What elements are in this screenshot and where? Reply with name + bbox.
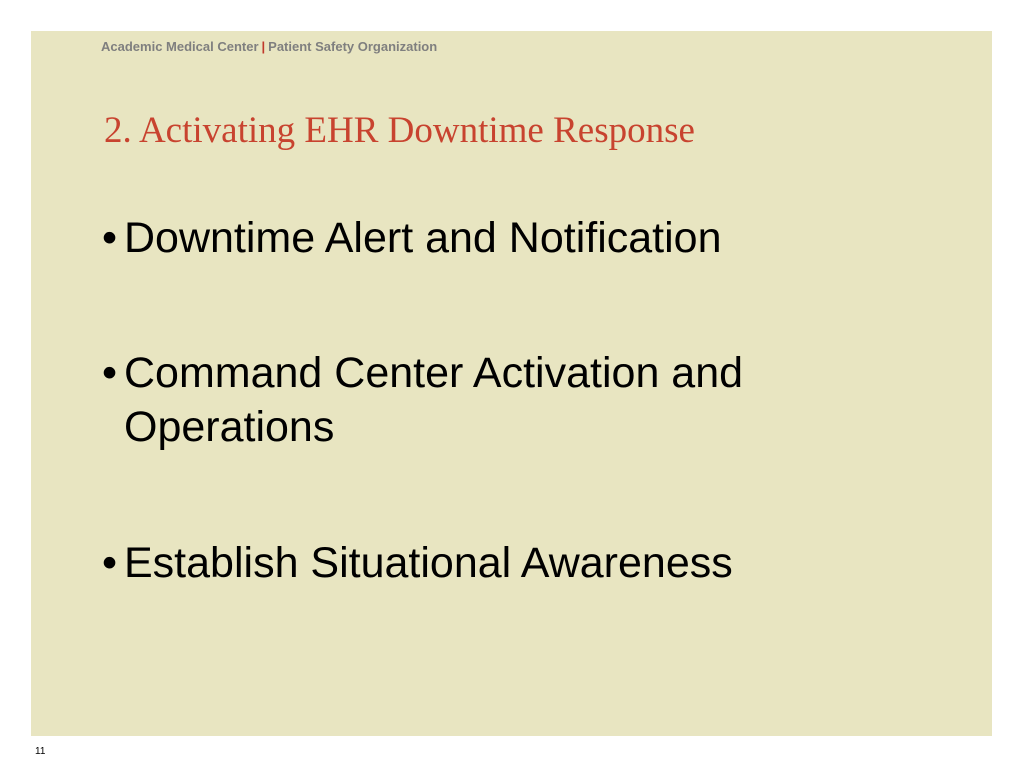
bullet-marker: • xyxy=(102,349,118,397)
bullet-marker: • xyxy=(102,539,118,587)
bullet-list xyxy=(102,211,862,671)
bullet-text: Downtime Alert and Notification xyxy=(124,214,722,262)
bullet-item xyxy=(102,346,862,454)
bullet-item xyxy=(102,211,862,265)
bullet-marker: • xyxy=(102,214,118,262)
slide-header xyxy=(101,39,437,54)
bullet-text: Establish Situational Awareness xyxy=(124,539,733,587)
header-separator: | xyxy=(261,39,266,54)
bullet-item xyxy=(102,536,862,590)
header-unit: Patient Safety Organization xyxy=(268,39,438,54)
page-number: 11 xyxy=(35,746,46,757)
slide-title: 2. Activating EHR Downtime Response xyxy=(104,110,695,151)
bullet-text: Command Center Activation and Operations xyxy=(124,349,744,451)
header-org: Academic Medical Center xyxy=(101,39,259,54)
